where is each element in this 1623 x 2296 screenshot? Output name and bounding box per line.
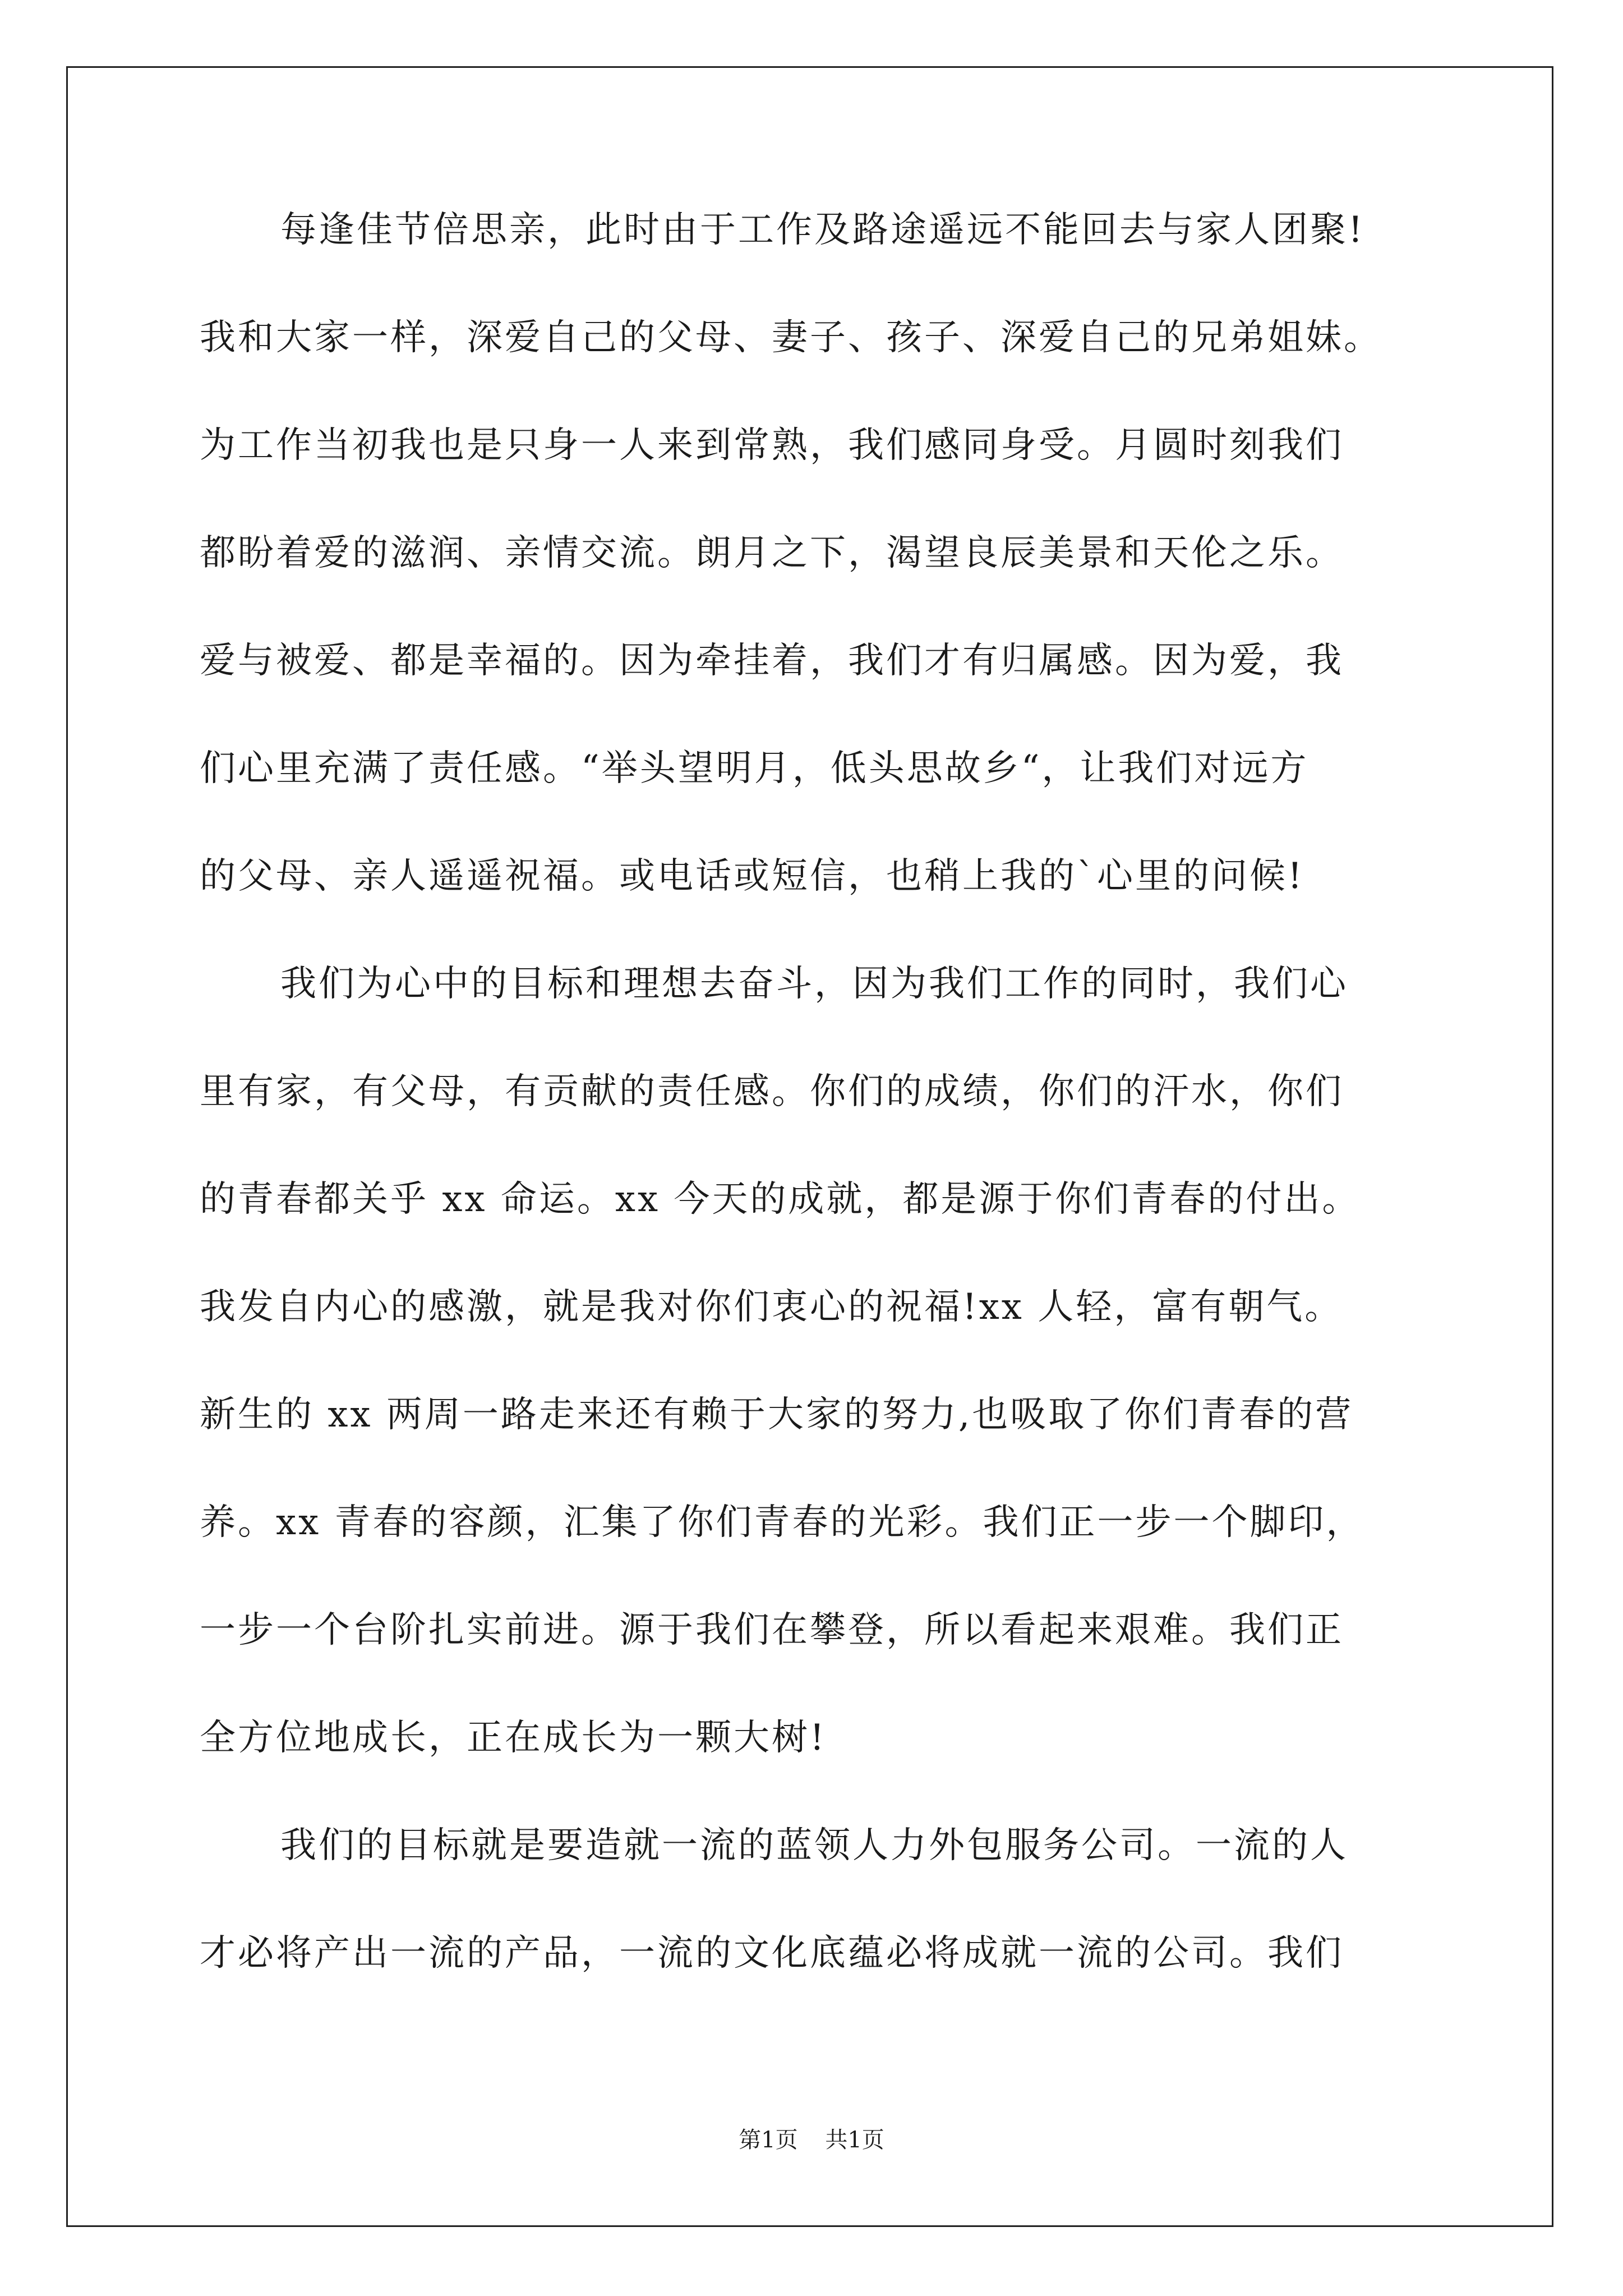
text-line: 为工作当初我也是只身一人来到常熟，我们感同身受。月圆时刻我们: [200, 425, 1344, 466]
page-frame: [66, 66, 1553, 2227]
text-line: 我和大家一样，深爱自己的父母、妻子、孩子、深爱自己的兄弟姐妹。: [200, 317, 1382, 358]
text-line: 全方位地成长，正在成长为一颗大树!: [200, 1717, 827, 1759]
page-total: 共1页: [825, 2127, 884, 2153]
text-line: 我们的目标就是要造就一流的蓝领人力外包服务公司。一流的人: [280, 1825, 1348, 1866]
text-line: 一步一个台阶扎实前进。源于我们在攀登，所以看起来艰难。我们正: [200, 1609, 1344, 1651]
text-line: 的青春都关乎 xx 命运。xx 今天的成就，都是源于你们青春的付出。: [200, 1179, 1361, 1220]
text-line: 养。xx 青春的容颜，汇集了你们青春的光彩。我们正一步一个脚印，: [200, 1502, 1364, 1543]
text-line: 们心里充满了责任感。“举头望明月，低头思故乡“，让我们对远方: [200, 748, 1309, 789]
text-line: 的父母、亲人遥遥祝福。或电话或短信，也稍上我的`心里的问候!: [200, 855, 1304, 897]
text-line: 才必将产出一流的产品，一流的文化底蕴必将成就一流的公司。我们: [200, 1932, 1344, 1974]
text-line: 都盼着爱的滋润、亲情交流。朗月之下，渴望良辰美景和天伦之乐。: [200, 532, 1344, 574]
text-line: 我们为心中的目标和理想去奋斗，因为我们工作的同时，我们心: [280, 963, 1348, 1005]
text-line: 我发自内心的感激，就是我对你们衷心的祝福!xx 人轻，富有朝气。: [200, 1286, 1343, 1328]
text-line: 里有家，有父母，有贡献的责任感。你们的成绩，你们的汗水，你们: [200, 1071, 1344, 1112]
text-line: 每逢佳节倍思亲，此时由于工作及路途遥远不能回去与家人团聚!: [280, 209, 1365, 251]
text-line: 新生的 xx 两周一路走来还有赖于大家的努力,也吸取了你们青春的营: [200, 1394, 1354, 1435]
page-footer: [0, 2126, 1623, 2154]
text-line: 爱与被爱、都是幸福的。因为牵挂着，我们才有归属感。因为爱，我: [200, 640, 1344, 682]
page-number: 第1页: [739, 2127, 798, 2153]
